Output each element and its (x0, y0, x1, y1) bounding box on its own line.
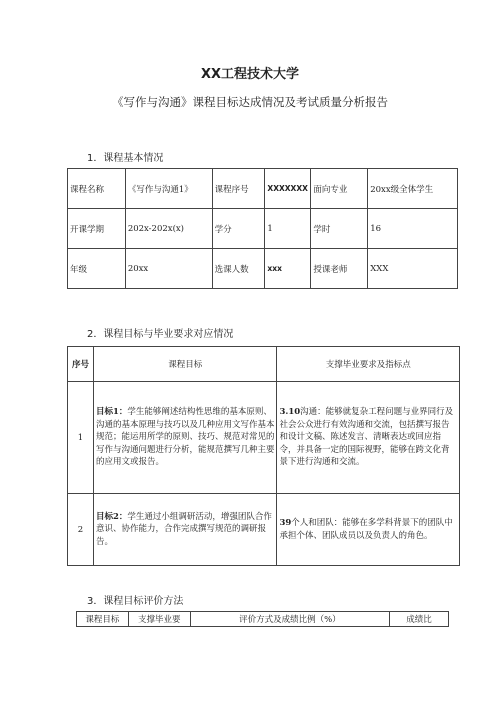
table-cell: 学分 (212, 209, 265, 249)
column-header: 支撑毕业要求及指标点 (277, 347, 460, 382)
table-row (68, 382, 460, 494)
table-cell: 20xx (125, 249, 212, 289)
column-header: 支撑毕业要 (128, 612, 190, 627)
goal-text: 学生通过小组调研活动，增强团队合作意识、协作能力，合作完成撰写规范的调研报告。 (95, 511, 272, 547)
row-number: 2 (68, 494, 94, 566)
table-cell: 年级 (68, 249, 126, 289)
requirement-text: 沟通：能够就复杂工程问题与业界同行及社会公众进行有效沟通和交流，包括撰写报告和设计文稿、陈述发言、清晰表达或回应指令，并具备一定的国际视野，能够在跨文化背景下进行沟通和交流。 (279, 407, 454, 468)
graduation-requirement (277, 494, 460, 566)
section1-heading: 1．课程基本情况 (87, 153, 164, 164)
table-cell: 学时 (311, 209, 368, 249)
objectives-table (67, 346, 460, 566)
table-row (68, 169, 458, 209)
table-cell: 《写作与沟通1》 (125, 169, 212, 209)
column-header: 序号 (68, 347, 94, 382)
table-cell: 选课人数 (212, 249, 265, 289)
university-name: XX工程技术大学 (200, 67, 300, 82)
table-cell: XXX (368, 249, 458, 289)
table-cell: 开课学期 (68, 209, 126, 249)
requirement-text: 个人和团队：能够在多学科背景下的团队中承担个体、团队成员以及负责人的角色。 (279, 518, 453, 541)
table-cell: 面向专业 (311, 169, 368, 209)
column-header: 成绩比 (390, 612, 449, 627)
table-cell: 202x-202x(x) (125, 209, 212, 249)
table-cell: XXXXXXX (265, 169, 311, 209)
course-goal (93, 382, 277, 494)
goal-text: 学生能够阐述结构性思维的基本原则、沟通的基本原理与技巧以及几种应用文写作基本规范；能运用所学的原则、技巧、规范对常见的写作与沟通问题进行分析，能规范撰写几种主要的应用文或报告。 (95, 407, 275, 468)
table-cell: xxx (265, 249, 311, 289)
table-row (68, 249, 458, 289)
requirement-index: 39 (279, 518, 292, 528)
requirement-index: 3.10 (279, 407, 301, 418)
evaluation-table (76, 611, 449, 627)
table-row (68, 209, 458, 249)
table-cell: 20xx级全体学生 (368, 169, 458, 209)
graduation-requirement (277, 382, 460, 494)
table-header-row (77, 612, 449, 627)
column-header: 课程目标 (77, 612, 129, 627)
goal-label: 目标2： (95, 511, 128, 522)
table-header-row (68, 347, 460, 382)
report-title: 《写作与沟通》课程目标达成情况及考试质量分析报告 (112, 95, 388, 109)
section2-heading: 2．课程目标与毕业要求对应情况 (87, 329, 234, 340)
goal-label: 目标1： (95, 407, 128, 418)
table-cell: 课程序号 (212, 169, 265, 209)
section3-heading: 3．课程目标评价方法 (87, 596, 184, 607)
row-number: 1 (68, 382, 94, 494)
table-cell: 1 (265, 209, 311, 249)
table-row (68, 494, 460, 566)
column-header: 评价方式及成绩比例（%） (190, 612, 389, 627)
table-cell: 16 (368, 209, 458, 249)
course-goal (93, 494, 277, 566)
course-info-table (67, 168, 458, 289)
table-cell: 授课老师 (311, 249, 368, 289)
table-cell: 课程名称 (68, 169, 126, 209)
column-header: 课程目标 (93, 347, 277, 382)
